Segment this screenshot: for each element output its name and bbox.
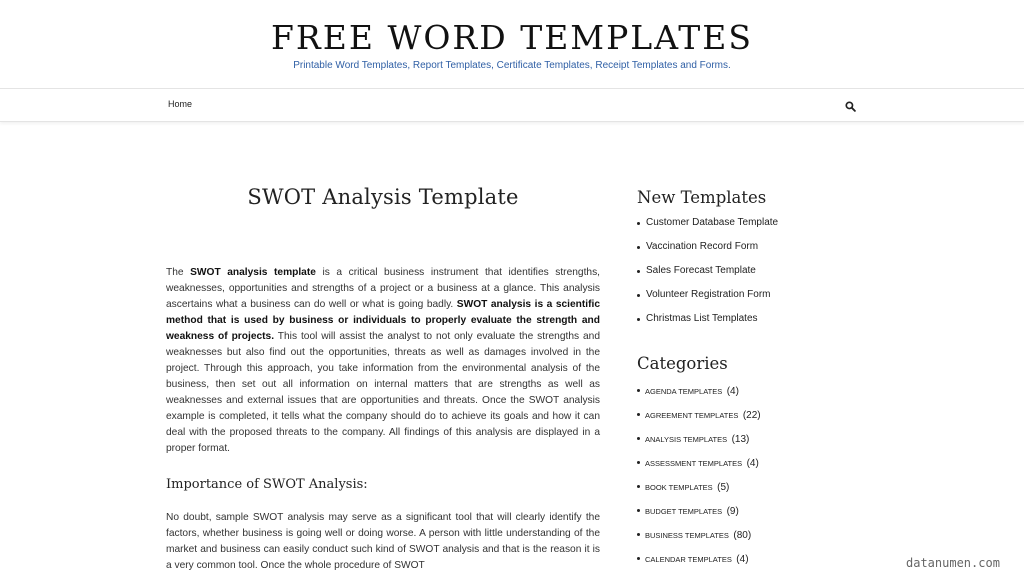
site-header [0, 0, 1024, 88]
new-template-link[interactable]: Customer Database Template [646, 217, 779, 228]
page-title: SWOT Analysis Template [247, 185, 519, 209]
category-count: (5) [717, 482, 730, 493]
category-count: (22) [742, 410, 761, 421]
intro-text-3: This tool will assist the analyst to not only evaluate the strengths and weaknesses but also find out the opportunities, threats as well as damages involved in the project. Through this approach, you take information from the environmental analysis of the business, then set out all information on internal matters that are strengths as well as weaknesses and external issues that are opportunities and threats. Once the SWOT analysis example is completed, it tells what the company should do to achieve its goals and how it can deal with the proposed threats to the company. All findings of this analysis are displayed in a proper format. [166, 331, 600, 454]
category-link[interactable]: ANALYSIS TEMPLATES [645, 435, 728, 444]
new-templates-title: New Templates [637, 188, 767, 207]
intro-bold-1: SWOT analysis template [190, 267, 316, 278]
nav-bar [0, 88, 1024, 122]
category-item [637, 384, 857, 408]
new-templates-list [637, 217, 857, 337]
category-item [637, 504, 857, 528]
intro-text-1: The [166, 267, 191, 278]
new-template-link[interactable]: Volunteer Registration Form [646, 289, 771, 300]
site-title[interactable]: FREE WORD TEMPLATES [271, 18, 753, 57]
category-link[interactable]: CALENDAR TEMPLATES [645, 555, 732, 564]
category-count: (80) [733, 530, 752, 541]
importance-paragraph: No doubt, sample SWOT analysis may serve as a significant tool that will clearly identify the factors, whether business is going well or doing worse. A person with little understanding of the market and business can easily conduct such kind of SWOT analysis and that is the reason it is a very common tool. Once the whole procedure of SWOT [166, 512, 600, 571]
category-count: (4) [746, 458, 759, 469]
new-template-link[interactable]: Christmas List Templates [646, 313, 758, 324]
nav-home-link[interactable]: Home [168, 99, 193, 109]
category-link[interactable]: AGENDA TEMPLATES [645, 387, 723, 396]
list-item [637, 313, 857, 337]
category-link[interactable]: ASSESSMENT TEMPLATES [645, 459, 743, 468]
sidebar [637, 188, 857, 576]
list-item [637, 265, 857, 289]
list-item [637, 289, 857, 313]
site-tagline: Printable Word Templates, Report Templates, Certificate Templates, Receipt Templates and Forms. [293, 60, 731, 71]
category-count: (13) [731, 434, 750, 445]
category-item [637, 480, 857, 504]
category-count: (9) [726, 506, 739, 517]
category-link[interactable]: AGREEMENT TEMPLATES [645, 411, 739, 420]
category-link[interactable]: BOOK TEMPLATES [645, 483, 713, 492]
new-template-link[interactable]: Sales Forecast Template [646, 265, 756, 276]
article-intro-paragraph [166, 265, 600, 457]
list-item [637, 241, 857, 265]
intro-bold-2: SWOT analysis is a scientific method that is used by business or individuals to properly evaluate the strength and weakness of projects. [166, 299, 600, 342]
category-link[interactable]: BUSINESS TEMPLATES [645, 531, 729, 540]
category-item [637, 408, 857, 432]
categories-list [637, 384, 857, 576]
search-icon[interactable] [845, 99, 857, 111]
category-item [637, 456, 857, 480]
category-count: (4) [726, 386, 739, 397]
watermark: datanumen.com [906, 556, 1000, 570]
list-item [637, 217, 857, 241]
category-item [637, 552, 857, 576]
new-template-link[interactable]: Vaccination Record Form [646, 241, 759, 252]
category-item [637, 528, 857, 552]
category-link[interactable]: BUDGET TEMPLATES [645, 507, 723, 516]
categories-title: Categories [637, 354, 728, 373]
article [166, 185, 600, 574]
category-item [637, 432, 857, 456]
intro-text-2: is a critical business instrument that identifies strengths, weaknesses, opportunities and strengths of a project or a business at a glance. This analysis ascertains what a business can do well or what is going badly. [166, 267, 600, 310]
category-count: (4) [736, 554, 749, 565]
section-heading: Importance of SWOT Analysis: [166, 477, 368, 492]
